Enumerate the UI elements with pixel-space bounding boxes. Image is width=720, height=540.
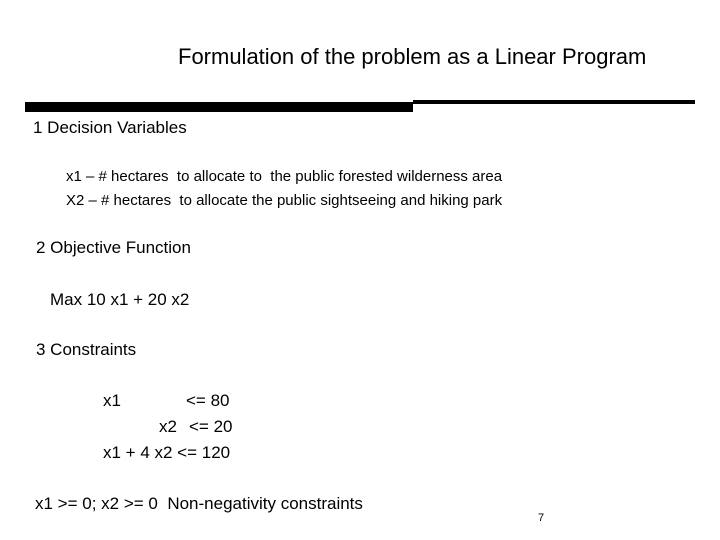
non-negativity-constraints: x1 >= 0; x2 >= 0 Non-negativity constraints [35, 494, 363, 513]
slide-title: Formulation of the problem as a Linear Program [178, 44, 647, 69]
constraint-2-lhs: x2 [159, 417, 177, 436]
objective-function-heading: 2 Objective Function [36, 238, 191, 257]
page-number: 7 [538, 512, 545, 524]
constraint-1-lhs: x1 [103, 391, 121, 410]
title-underline-thick [25, 102, 413, 112]
constraint-3: x1 + 4 x2 <= 120 [103, 443, 231, 462]
decision-variables-heading: 1 Decision Variables [33, 118, 187, 137]
constraint-2-rhs: <= 20 [189, 417, 233, 436]
objective-function-expression: Max 10 x1 + 20 x2 [50, 290, 190, 309]
decision-variable-x1: x1 – # hectares to allocate to the public forested wilderness area [66, 168, 503, 185]
constraints-heading: 3 Constraints [36, 340, 137, 359]
constraint-1-rhs: <= 80 [186, 391, 230, 410]
title-underline-thin [413, 100, 695, 104]
decision-variable-x2: X2 – # hectares to allocate the public sightseeing and hiking park [66, 192, 503, 209]
